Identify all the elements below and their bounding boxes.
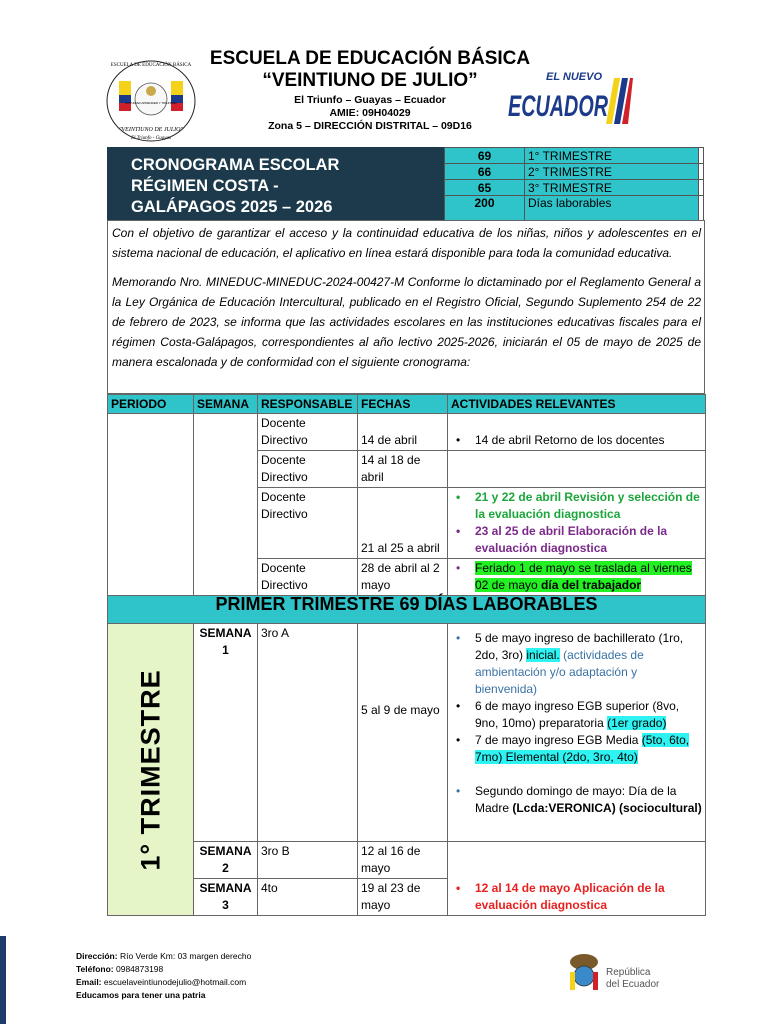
fechas-cell: 21 al 25 a abril xyxy=(358,488,448,559)
republica-ecuador-logo xyxy=(562,946,682,996)
trimester-label: 3° TRIMESTRE xyxy=(525,180,699,196)
trimester-days: 66 xyxy=(445,164,525,180)
header-actividades: ACTIVIDADES RELEVANTES xyxy=(448,395,706,414)
actividades-cell xyxy=(448,488,706,559)
responsable-cell: Docente Directivo xyxy=(258,488,358,559)
list-item: • 14 de abril Retorno de los docentes xyxy=(456,433,665,447)
trimester-row xyxy=(445,148,704,164)
school-location: El Triunfo – Guayas – Ecuador xyxy=(294,94,446,106)
list-item: • 23 al 25 de abril Elaboración de la evaluación diagnostica xyxy=(456,524,668,555)
footer-email: Email: escuelaveintiunodejulio@hotmail.com xyxy=(76,977,247,987)
fechas-cell: 5 al 9 de mayo xyxy=(358,624,448,842)
trimester-days: 69 xyxy=(445,148,525,164)
list-item: • Feriado 1 de mayo se traslada al viernes 02 de mayo día del trabajador xyxy=(456,561,692,592)
list-item: • 12 al 14 de mayo Aplicación de la evaluación diagnostica xyxy=(456,881,665,912)
trimester-days-table xyxy=(444,147,704,221)
seal-place-text: El Triunfo - Guayas xyxy=(131,136,171,141)
brand-top-text: EL NUEVO xyxy=(546,71,603,83)
banner-line3: GALÁPAGOS 2025 – 2026 xyxy=(131,198,333,216)
trimester-banner-row xyxy=(108,596,706,624)
trimester-label: 2° TRIMESTRE xyxy=(525,164,699,180)
semana-cell xyxy=(194,414,258,596)
banner-line1: CRONOGRAMA ESCOLAR xyxy=(131,156,340,174)
responsable-cell: Docente Directivo xyxy=(258,451,358,488)
trimester-days: 65 xyxy=(445,180,525,196)
el-nuevo-ecuador-logo xyxy=(508,66,633,134)
fechas-cell: 19 al 23 de mayo xyxy=(358,879,448,916)
fechas-cell: 28 de abril al 2 mayo xyxy=(358,559,448,596)
table-row xyxy=(108,842,706,879)
responsable-cell: 3ro B xyxy=(258,842,358,879)
brand-main-text: ECUADOR xyxy=(508,90,609,123)
periodo-trimestre-label: 1° TRIMESTRE xyxy=(135,668,165,871)
responsable-cell: Docente Directivo xyxy=(258,559,358,596)
actividades-cell xyxy=(448,414,706,451)
responsable-cell: 4to xyxy=(258,879,358,916)
periodo-cell xyxy=(108,414,194,596)
semana-cell: SEMANA 3 xyxy=(194,879,258,916)
responsable-cell: Docente Directivo xyxy=(258,414,358,451)
seal-bottom-text: "VEINTIUNO DE JULIO" xyxy=(118,127,184,133)
fechas-cell: 14 de abril xyxy=(358,414,448,451)
list-item: • 6 de mayo ingreso EGB superior (8vo, 9no, 10mo) preparatoria (1er grado) xyxy=(456,699,680,730)
cronograma-banner xyxy=(107,147,444,220)
list-item: • 21 y 22 de abril Revisión y selección de la evaluación diagnostica xyxy=(456,490,700,521)
header-semana: SEMANA xyxy=(194,395,258,414)
footer-accent-bar xyxy=(0,936,6,1024)
trimester-row xyxy=(445,180,704,196)
periodo-trimestre-cell xyxy=(108,624,194,916)
trimester-row xyxy=(445,196,704,221)
list-item: • 5 de mayo ingreso de bachillerato (1ro, 2do, 3ro) inicial. (actividades de ambientación y/o adaptación y bienvenida) xyxy=(456,631,684,696)
actividades-cell xyxy=(448,451,706,488)
banner-line2: RÉGIMEN COSTA - xyxy=(131,177,279,195)
header-fechas: FECHAS xyxy=(358,395,448,414)
school-details xyxy=(200,94,540,133)
school-zona: Zona 5 – DIRECCIÓN DISTRITAL – 09D16 xyxy=(268,120,472,132)
actividades-cell xyxy=(448,559,706,596)
school-amie: AMIE: 09H04029 xyxy=(329,107,411,119)
table-row xyxy=(108,414,706,451)
responsable-cell: 3ro A xyxy=(258,624,358,842)
intro-text-box xyxy=(107,220,705,394)
header-periodo: PERIODO xyxy=(108,395,194,414)
list-item: • 7 de mayo ingreso EGB Media (5to, 6to, 7mo) Elemental (2do, 3ro, 4to) xyxy=(456,733,690,764)
actividades-cell xyxy=(448,842,706,916)
header-responsable: RESPONSABLE xyxy=(258,395,358,414)
footer-slogan: Educamos para tener una patria xyxy=(76,990,206,1000)
school-name-line2: “VEINTIUNO DE JULIO” xyxy=(262,70,478,91)
footer-phone: Teléfono: 0984873198 xyxy=(76,964,164,974)
trimester-days: 200 xyxy=(445,196,525,221)
intro-paragraph-1: Con el objetivo de garantizar el acceso y la continuidad educativa de los niñas, niños y adolescentes en el sistema nacional de educación, el aplicativo en línea estará disponible para toda la comunidad educativa. xyxy=(112,226,701,260)
actividades-cell xyxy=(448,624,706,842)
seal-top-text: ESCUELA DE EDUCACIÓN BÁSICA xyxy=(110,63,192,68)
school-seal-logo xyxy=(105,55,197,147)
table-row xyxy=(108,624,706,842)
list-item: • Segundo domingo de mayo: Día de la Madre (Lcda:VERONICA) (sociocultural) xyxy=(456,784,702,815)
footer-contact xyxy=(76,950,251,1002)
semana-cell: SEMANA 2 xyxy=(194,842,258,879)
republica-line1: República xyxy=(606,967,651,978)
school-name-line1: ESCUELA DE EDUCACIÓN BÁSICA xyxy=(209,48,531,69)
trimester-row xyxy=(445,164,704,180)
fechas-cell: 14 al 18 de abril xyxy=(358,451,448,488)
school-name xyxy=(200,48,540,92)
fechas-cell: 12 al 16 de mayo xyxy=(358,842,448,879)
seal-motto-text: ESTUDIAR APRENDER Y TRIUNFAR xyxy=(125,101,177,105)
trimester-banner: PRIMER TRIMESTRE 69 DÍAS LABORABLES xyxy=(108,596,706,624)
schedule-header-row xyxy=(108,395,706,414)
intro-paragraph-2: Memorando Nro. MINEDUC-MINEDUC-2024-00427-M Conforme lo dictaminado por el Reglamento General a la Ley Orgánica de Educación Intercultural, publicado en el Registro Oficial, Segundo Suplemento 254 de 22 de febrero de 2023, se informa que las actividades escolares en las instituciones educativas fiscales para el régimen Costa-Galápagos, correspondientes al año lectivo 2025-2026, iniciarán el 05 de mayo de 2025 de manera escalonada y de conformidad con el siguiente cronograma: xyxy=(112,275,701,369)
schedule-table xyxy=(107,394,706,916)
semana-cell: SEMANA 1 xyxy=(194,624,258,842)
trimester-label: Días laborables xyxy=(525,196,699,221)
trimester-label: 1° TRIMESTRE xyxy=(525,148,699,164)
republica-line2: del Ecuador xyxy=(606,979,660,990)
footer-address: Dirección: Río Verde Km: 03 margen derecho xyxy=(76,951,252,961)
